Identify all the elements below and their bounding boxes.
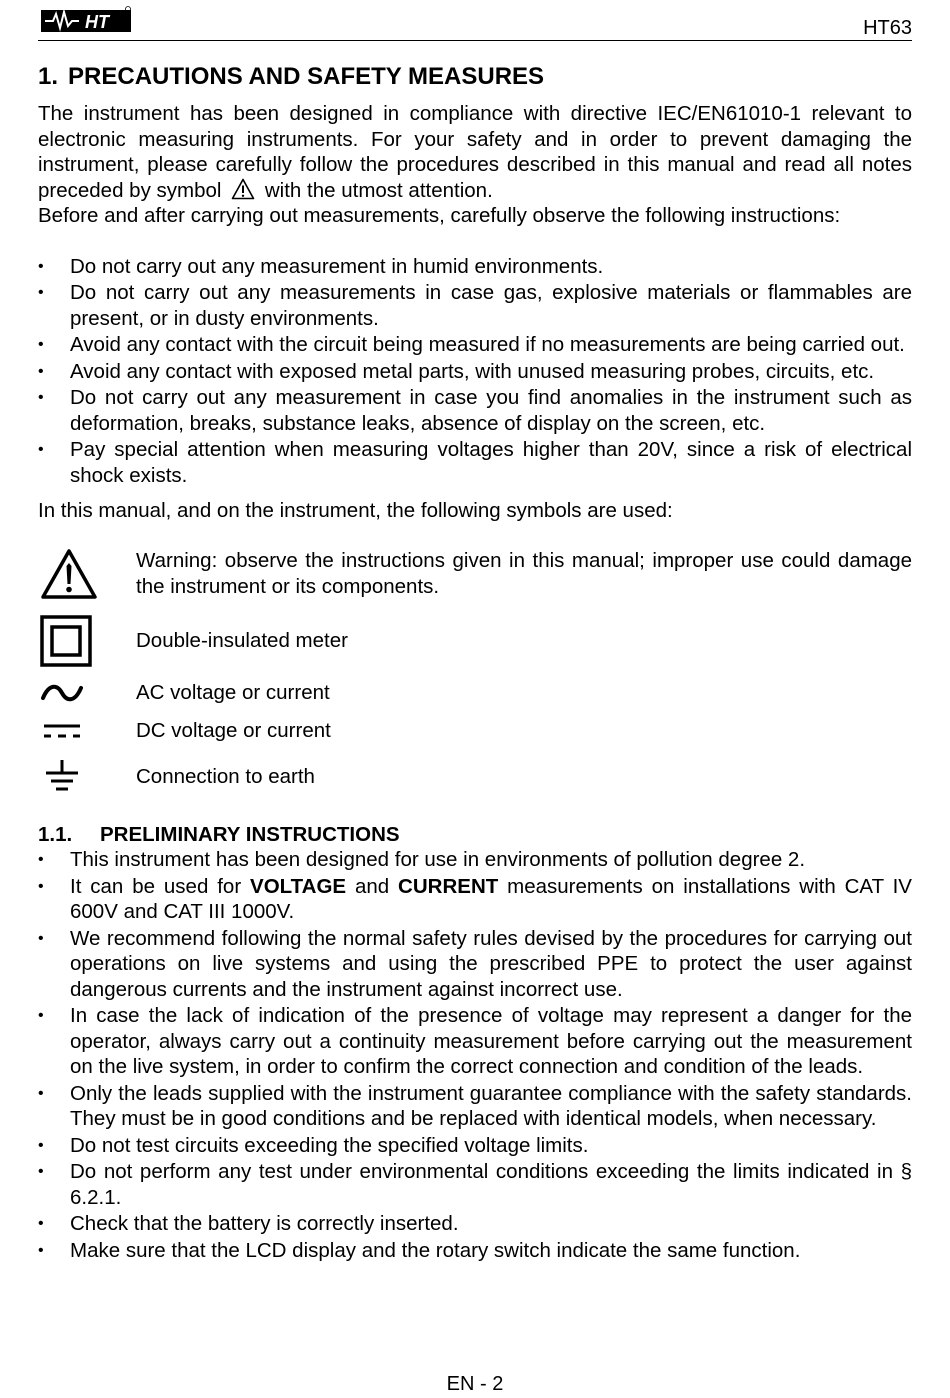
voltage-emphasis: VOLTAGE (250, 874, 347, 898)
section-title (38, 62, 912, 92)
list-item (38, 874, 912, 925)
symbol-row-ac (38, 678, 912, 708)
intro-text-before-symbol: The instrument has been designed in compliance with directive IEC/EN61010-1 relevant to electronic measuring instruments. For your safety and in order to prevent damaging the instrument, please carefully follow the procedures described in this manual and read all notes preceded by symbol (38, 102, 912, 202)
list-item: • Pay special attention when measuring voltages higher than 20V, since a risk of electrical shock exists. (38, 437, 912, 488)
page-header (38, 4, 912, 41)
list-item: • Avoid any contact with exposed metal parts, with unused measuring probes, circuits, etc. (38, 359, 912, 385)
list-item: • Only the leads supplied with the instrument guarantee compliance with the safety standards. They must be in good conditions and be replaced with identical models, when necessary. (38, 1081, 912, 1132)
preliminary-bullet-list (38, 847, 912, 1263)
list-item: • Make sure that the LCD display and the rotary switch indicate the same function. (38, 1238, 912, 1264)
symbol-row-double-insulation (38, 614, 912, 668)
symbol-description: Double-insulated meter (136, 628, 348, 652)
symbols-table (38, 546, 912, 796)
list-item: • In case the lack of indication of the presence of voltage may represent a danger for the operator, always carry out a continuity measurement before carrying out the measurement on the live system, in order to confirm the correct connection and condition of the leads. (38, 1003, 912, 1080)
ht-logo-icon (41, 6, 131, 34)
logo-text: HT (85, 12, 109, 32)
page-number: EN - 2 (446, 1373, 504, 1395)
symbol-row-dc (38, 716, 912, 746)
section-title-text: PRECAUTIONS AND SAFETY MEASURES (68, 63, 545, 90)
symbol-row-earth (38, 758, 912, 796)
list-item-text: It can be used for (70, 874, 251, 898)
symbol-description: DC voltage or current (136, 718, 331, 742)
dc-icon (40, 721, 84, 741)
list-item: • Do not perform any test under environmental conditions exceeding the limits indicated in § 6.2.1. (38, 1159, 912, 1210)
subsection-title-text: PRELIMINARY INSTRUCTIONS (100, 822, 400, 846)
list-item: • Check that the battery is correctly inserted. (38, 1211, 912, 1237)
double-insulation-icon (40, 615, 92, 667)
symbol-row-warning (38, 546, 912, 602)
document-code: HT63 (863, 17, 912, 39)
list-item: • We recommend following the normal safety rules devised by the procedures for carrying out operations on live systems and using the prescribed PPE to protect the user against dangerous currents and the instrument against incorrect use. (38, 926, 912, 1003)
section-number: 1. (38, 63, 59, 90)
list-item: • Do not carry out any measurements in case gas, explosive materials or flammables are present, or in dusty environments. (38, 280, 912, 331)
symbol-description: AC voltage or current (136, 680, 330, 704)
subsection-title (38, 822, 912, 848)
current-emphasis: CURRENT (398, 874, 499, 898)
list-item: • Do not test circuits exceeding the specified voltage limits. (38, 1133, 912, 1159)
intro-text-after-symbol: with the utmost attention. (264, 178, 493, 202)
page-content (38, 62, 912, 1264)
list-item: • Avoid any contact with the circuit being measured if no measurements are being carried out. (38, 332, 912, 358)
safety-bullet-list (38, 254, 912, 489)
ac-tilde-icon (40, 682, 84, 704)
earth-ground-icon (40, 759, 84, 795)
intro-paragraph (38, 101, 912, 203)
list-item: • Do not carry out any measurement in case you find anomalies in the instrument such as deformation, breaks, substance leaks, absence of display on the screen, etc. (38, 385, 912, 436)
list-item: • Do not carry out any measurement in humid environments. (38, 254, 912, 280)
inline-warning-icon (231, 178, 255, 200)
symbols-intro: In this manual, and on the instrument, the following symbols are used: (38, 499, 673, 522)
intro-paragraph-2: Before and after carrying out measurements, carefully observe the following instructions: (38, 204, 841, 227)
warning-triangle-icon (40, 548, 98, 600)
list-item-text: and (346, 874, 399, 898)
subsection-number: 1.1. (38, 822, 73, 846)
symbol-description: Warning: observe the instructions given in this manual; improper use could damage the instrument or its components. (136, 549, 912, 598)
list-item-text: measurements on installations with CAT IV 600V and CAT III 1000V. (70, 874, 912, 923)
list-item: • This instrument has been designed for use in environments of pollution degree 2. (38, 847, 912, 873)
symbol-description: Connection to earth (136, 764, 315, 788)
